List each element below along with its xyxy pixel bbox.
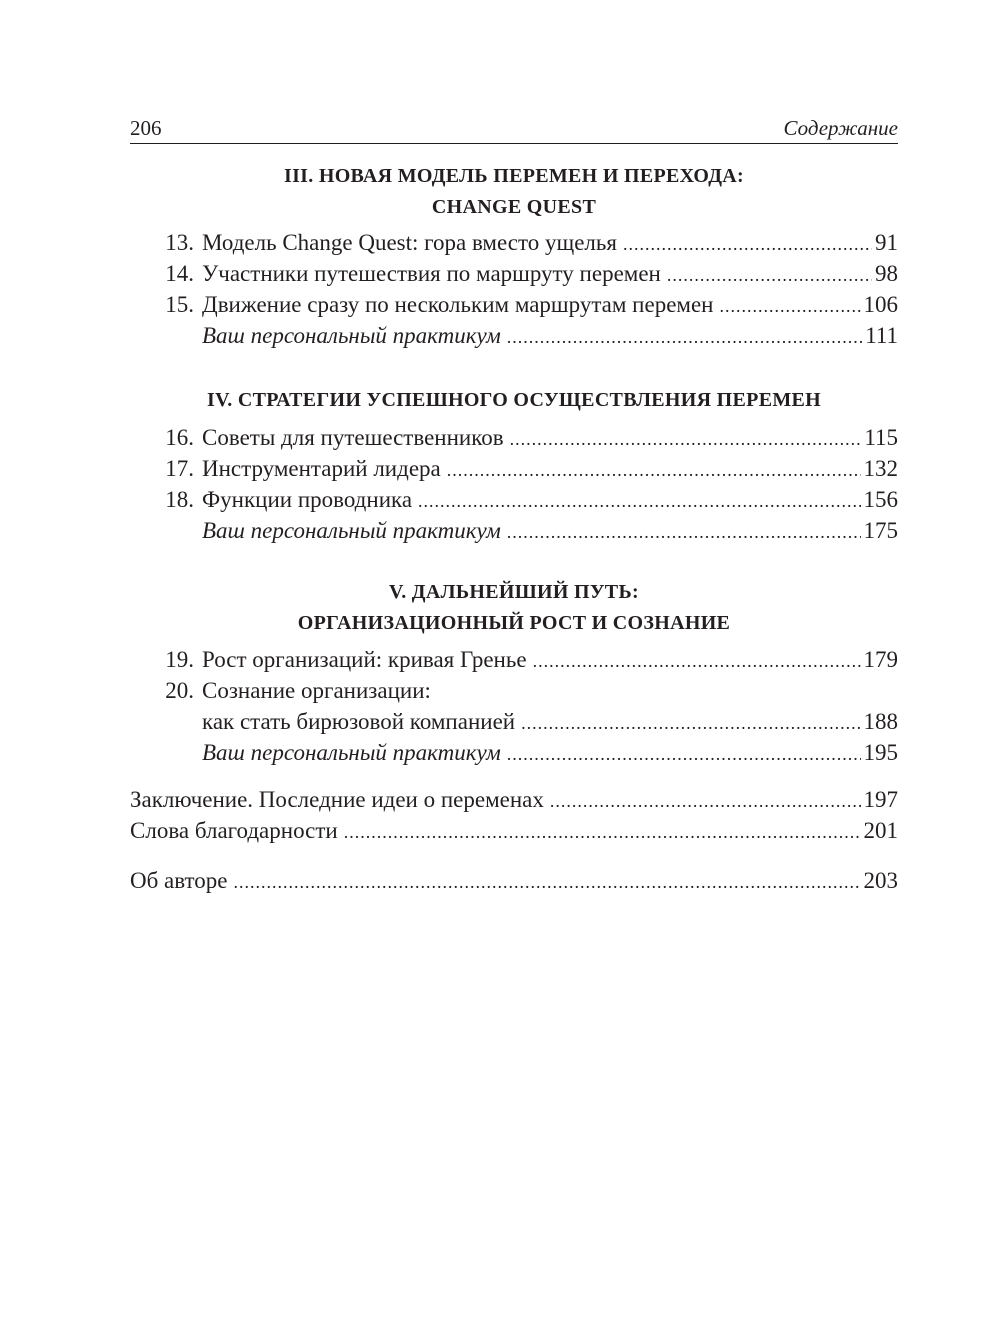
entry-number: 19.	[165, 647, 194, 672]
entry-title: Инструментарий лидера	[202, 456, 441, 481]
dot-leader	[623, 230, 872, 258]
entry-number: 14.	[165, 261, 194, 286]
dot-leader	[234, 868, 861, 896]
entry-title: Об авторе	[130, 868, 228, 893]
entry-page: 197	[863, 787, 898, 812]
entry-number: 13.	[165, 230, 194, 255]
entry-title: Ваш персональный практикум	[202, 518, 501, 543]
toc-entry-14[interactable]	[130, 260, 898, 289]
part-3-title-line-1: III. НОВАЯ МОДЕЛЬ ПЕРЕМЕН И ПЕРЕХОДА:	[283, 165, 744, 187]
page-number: 206	[130, 116, 162, 140]
running-head	[130, 116, 898, 144]
entry-number: 17.	[165, 456, 194, 481]
entry-title: Движение сразу по нескольким маршрутам перемен	[202, 292, 714, 317]
entry-number: 18.	[165, 487, 194, 512]
part-5-title-line-1: V. ДАЛЬНЕЙШИЙ ПУТЬ:	[389, 581, 639, 603]
entry-page: 203	[863, 868, 898, 893]
dot-leader	[507, 323, 862, 351]
dot-leader	[533, 647, 861, 675]
entry-title: Модель Change Quest: гора вместо ущелья	[202, 230, 617, 255]
dot-leader	[550, 787, 861, 815]
entry-page: 98	[875, 261, 898, 286]
part-5-title-line-2: ОРГАНИЗАЦИОННЫЙ РОСТ И СОЗНАНИЕ	[297, 612, 731, 634]
toc-entry-practicum-5[interactable]	[130, 739, 898, 768]
toc-entry-about-author[interactable]	[130, 867, 898, 896]
part-4-title: IV. СТРАТЕГИИ УСПЕШНОГО ОСУЩЕСТВЛЕНИЯ ПЕРЕМЕН	[206, 389, 822, 411]
toc-entry-practicum-3[interactable]	[130, 322, 898, 351]
entry-page: 106	[863, 292, 898, 317]
entry-page: 195	[863, 740, 898, 765]
entry-page: 115	[864, 425, 898, 450]
dot-leader	[507, 740, 861, 768]
entry-page: 91	[875, 230, 898, 255]
entry-title: Слова благодарности	[130, 818, 338, 843]
toc-entry-16[interactable]	[130, 424, 898, 453]
entry-title: Рост организаций: кривая Гренье	[202, 647, 527, 672]
entry-page: 179	[863, 647, 898, 672]
entry-title: Заключение. Последние идеи о переменах	[130, 787, 544, 812]
toc-entry-20[interactable]	[130, 677, 898, 705]
toc-entry-18[interactable]	[130, 486, 898, 515]
entry-page: 156	[863, 487, 898, 512]
entry-title: Функции проводника	[202, 487, 413, 512]
part-3-title-line-2: CHANGE QUEST	[431, 196, 597, 218]
toc-entry-17[interactable]	[130, 455, 898, 484]
dot-leader	[510, 425, 862, 453]
dot-leader	[719, 292, 860, 320]
entry-number: 15.	[165, 292, 194, 317]
toc-entry-13[interactable]	[130, 229, 898, 258]
toc-entry-practicum-4[interactable]	[130, 517, 898, 546]
toc-entry-conclusion[interactable]	[130, 786, 898, 815]
entry-page: 132	[863, 456, 898, 481]
entry-title: Сознание организации:	[202, 678, 431, 703]
dot-leader	[507, 518, 861, 546]
entry-title: Ваш персональный практикум	[202, 323, 501, 348]
entry-number: 20.	[165, 678, 194, 703]
dot-leader	[418, 487, 860, 515]
entry-page: 111	[865, 323, 898, 348]
entry-title: Ваш персональный практикум	[202, 740, 501, 765]
toc-entry-20-continued[interactable]	[130, 708, 898, 737]
entry-number: 16.	[165, 425, 194, 450]
section-title: Содержание	[783, 116, 898, 140]
dot-leader	[521, 709, 860, 737]
toc-entry-19[interactable]	[130, 646, 898, 675]
dot-leader	[447, 456, 861, 484]
toc-entry-15[interactable]	[130, 291, 898, 320]
entry-title: Участники путешествия по маршруту перемен	[202, 261, 661, 286]
entry-page: 188	[863, 709, 898, 734]
toc-entry-acknowledgements[interactable]	[130, 817, 898, 846]
dot-leader	[667, 261, 872, 289]
entry-title: Советы для путешественников	[202, 425, 504, 450]
entry-page: 175	[863, 518, 898, 543]
entry-title: как стать бирюзовой компанией	[202, 709, 516, 734]
entry-page: 201	[863, 818, 898, 843]
dot-leader	[344, 818, 861, 846]
